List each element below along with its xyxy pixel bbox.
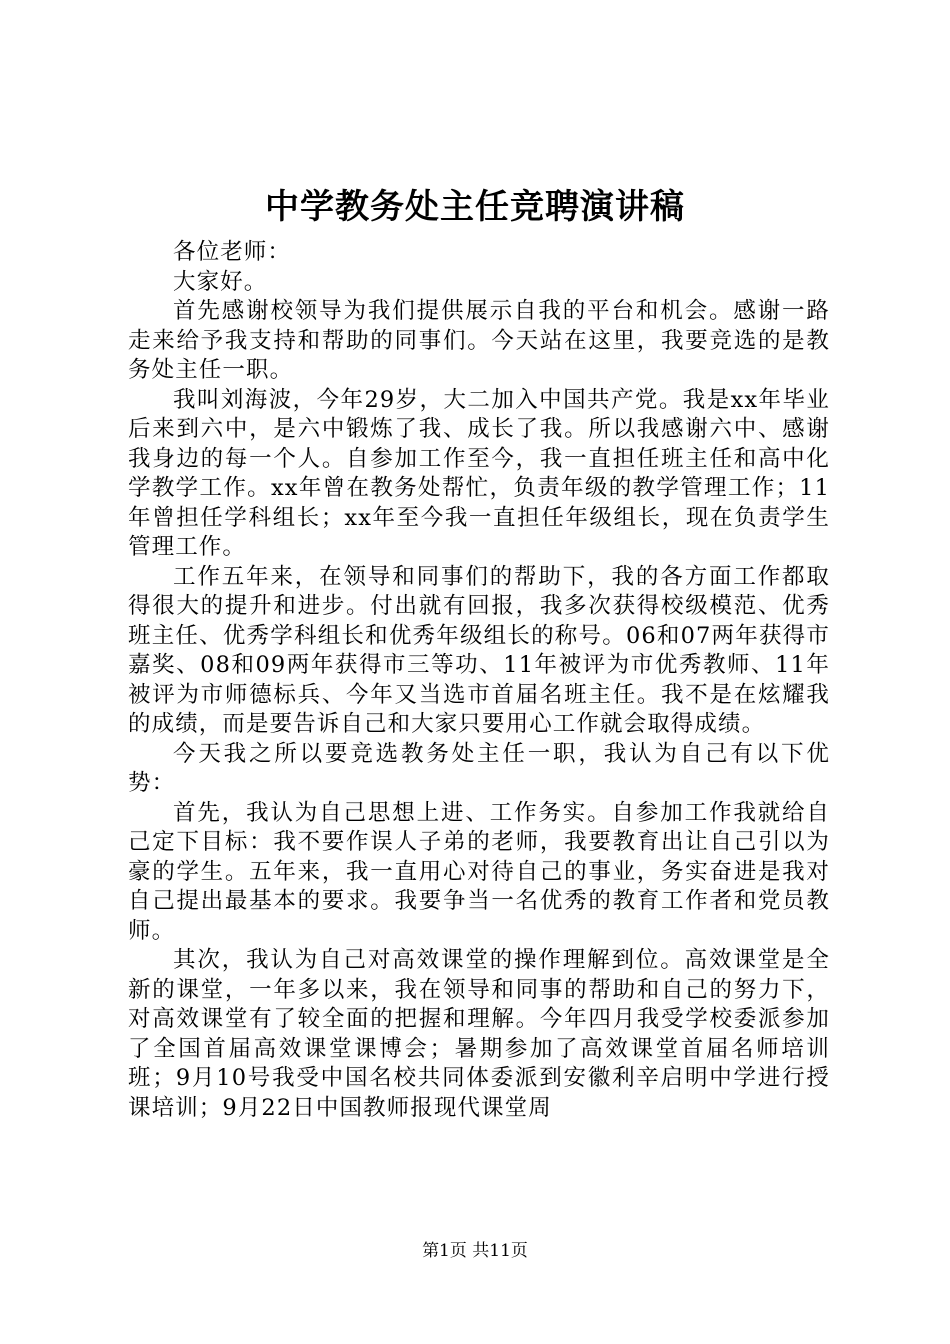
paragraph-achievements: 工作五年来，在领导和同事们的帮助下，我的各方面工作都取得很大的提升和进步。付出就有回报，我多次获得校级模范、优秀班主任、优秀学科组长和优秀年级组长的称号。06和07两年获得市嘉奖、08和09两年获得市三等功、11年被评为市优秀教师、11年被评为市师德标兵、今年又当选市首届名班主任。我不是在炫耀我的成绩，而是要告诉自己和大家只要用心工作就会取得成绩。 bbox=[128, 563, 830, 737]
paragraph-self-intro: 我叫刘海波，今年29岁，大二加入中国共产党。我是xx年毕业后来到六中，是六中锻炼了我、成长了我。所以我感谢六中、感谢我身边的每一个人。自参加工作至今，我一直担任班主任和高中化学教学工作。xx年曾在教务处帮忙，负责年级的教学管理工作；11年曾担任学科组长；xx年至今我一直担任年级组长，现在负责学生管理工作。 bbox=[128, 386, 830, 560]
document-body bbox=[128, 238, 830, 1123]
paragraph-advantage-first: 首先，我认为自己思想上进、工作务实。自参加工作我就给自己定下目标：我不要作误人子弟的老师，我要教育出让自己引以为豪的学生。五年来，我一直用心对待自己的事业，务实奋进是我对自己提出最基本的要求。我要争当一名优秀的教育工作者和党员教师。 bbox=[128, 799, 830, 944]
paragraph-thanks: 首先感谢校领导为我们提供展示自我的平台和机会。感谢一路走来给予我支持和帮助的同事们。今天站在这里，我要竞选的是教务处主任一职。 bbox=[128, 298, 830, 383]
paragraph-salutation: 各位老师： bbox=[173, 239, 292, 265]
paragraph-advantage-second: 其次，我认为自己对高效课堂的操作理解到位。高效课堂是全新的课堂，一年多以来，我在领导和同事的帮助和自己的努力下，对高效课堂有了较全面的把握和理解。今年四月我受学校委派参加了全国首届高效课堂课博会；暑期参加了高效课堂首届名师培训班；9月10号我受中国名校共同体委派到安徽利辛启明中学进行授课培训；9月22日中国教师报现代课堂周 bbox=[128, 947, 830, 1121]
document-title: 中学教务处主任竞聘演讲稿 bbox=[265, 187, 685, 227]
paragraph-advantages-intro: 今天我之所以要竞选教务处主任一职，我认为自己有以下优势： bbox=[128, 740, 830, 796]
page-number: 第1页 共11页 bbox=[422, 1241, 528, 1261]
paragraph-greeting: 大家好。 bbox=[173, 268, 268, 295]
